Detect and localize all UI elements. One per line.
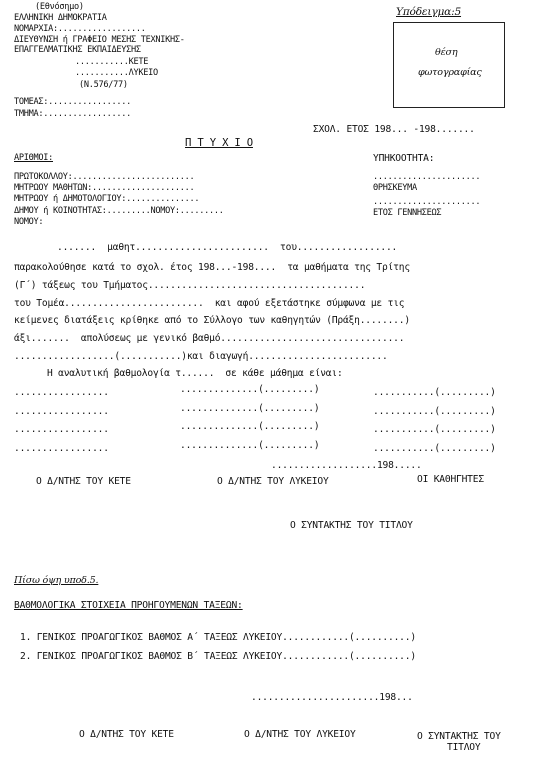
back-date-line: .......................198... xyxy=(251,692,413,703)
grade-row-2-col-3: ...........(.........) xyxy=(373,406,496,417)
header-line-4: ...........ΚΕΤΕ xyxy=(75,57,149,67)
back-signature-title-author-1: Ο ΣΥΝΤΑΚΤΗΣ ΤΟΥ xyxy=(417,731,501,742)
photo-label-1: θέση xyxy=(435,47,458,58)
back-signature-title-author-2: ΤΙΤΛΟΥ xyxy=(447,742,481,753)
back-signature-lyceum-director: Ο Δ/ΝΤΗΣ ΤΟΥ ΛΥΚΕΙΟΥ xyxy=(244,729,356,740)
student-register-field: ΜΗΤΡΩΟΥ ΜΑΘΗΤΩΝ:..................... xyxy=(14,183,195,193)
grade-row-4-col-1: ................. xyxy=(14,443,109,454)
signature-teachers: ΟΙ ΚΑΘΗΓΗΤΕΣ xyxy=(417,474,484,485)
model-label: Υπόδειγμα:5 xyxy=(396,6,462,18)
numbers-heading: ΑΡΙΘΜΟΙ: xyxy=(14,153,53,163)
grade-row-3-col-1: ................. xyxy=(14,424,109,435)
grade-row-3-col-3: ...........(.........) xyxy=(373,424,496,435)
school-year-field: ΣΧΟΛ. ΕΤΟΣ 198... -198....... xyxy=(313,124,475,135)
header-line-0: ΕΛΛΗΝΙΚΗ ΔΗΜΟΚΡΑΤΙΑ xyxy=(14,13,107,23)
prefecture-field: ΝΟΜΟΥ: xyxy=(14,217,44,227)
ethnosimo-label: (Εθνόσημο) xyxy=(35,2,84,12)
body-line-4: του Τομέα......................... και αφού εξετάστηκε σύμφωνα με τις xyxy=(14,298,405,309)
header-line-1: ΝΟΜΑΡΧΙΑ:.................. xyxy=(14,24,146,34)
signature-lyceum-director: Ο Δ/ΝΤΗΣ ΤΟΥ ΛΥΚΕΙΟΥ xyxy=(217,476,329,487)
municipal-register-field: ΜΗΤΡΩΟΥ ή ΔΗΜΟΤΟΛΟΓΙΟΥ:............... xyxy=(14,194,200,204)
birth-year-label: ΕΤΟΣ ΓΕΝΝΗΣΕΩΣ xyxy=(373,208,442,218)
body-line-2: παρακολούθησε κατά το σχολ. έτος 198...-198.... τα μαθήματα της Τρίτης xyxy=(14,262,410,273)
grade-row-1-col-2: ..............(.........) xyxy=(180,384,320,395)
grade-class-a: 1. ΓΕΝΙΚΟΣ ΠΡΟΑΓΩΓΙΚΟΣ ΒΑΘΜΟΣ Α΄ ΤΑΞΕΩΣ ΛΥΚΕΙΟΥ............(..........) xyxy=(20,632,416,643)
grade-row-2-col-2: ..............(.........) xyxy=(180,403,320,414)
religion-dots: ...................... xyxy=(373,197,481,207)
religion-label: ΘΡΗΣΚΕΥΜΑ xyxy=(373,183,417,193)
tmima-field: ΤΜΗΜΑ:.................. xyxy=(14,109,131,119)
law-reference: (Ν.576/77) xyxy=(79,80,128,90)
grade-row-1-col-1: ................. xyxy=(14,387,109,398)
grade-class-b: 2. ΓΕΝΙΚΟΣ ΠΡΟΑΓΩΓΙΚΟΣ ΒΑΘΜΟΣ Β΄ ΤΑΞΕΩΣ ΛΥΚΕΙΟΥ............(..........) xyxy=(20,651,416,662)
signature-title-author: Ο ΣΥΝΤΑΚΤΗΣ ΤΟΥ ΤΙΤΛΟΥ xyxy=(290,520,413,531)
citizenship-dots: ...................... xyxy=(373,172,481,182)
body-line-8: Η αναλυτική βαθμολογία τ...... σε κάθε μάθημα είναι: xyxy=(47,368,343,379)
document-title: Π Τ Υ Χ Ι Ο xyxy=(185,137,253,149)
body-line-6: άξι....... απολύσεως με γενικό βαθμό................................. xyxy=(14,333,405,344)
body-line-5: κείμενες διατάξεις κρίθηκε από το Σύλλογο των καθηγητών (Πράξη........) xyxy=(14,315,410,326)
back-side-heading: Πίσω όψη υποδ.5. xyxy=(14,575,99,586)
grade-row-2-col-1: ................. xyxy=(14,406,109,417)
photo-label-2: φωτογραφίας xyxy=(418,67,482,78)
header-line-5: ...........ΛΥΚΕΙΟ xyxy=(75,68,158,78)
grade-row-4-col-3: ...........(.........) xyxy=(373,443,496,454)
header-line-3: ΕΠΑΓΓΕΛΜΑΤΙΚΗΣ ΕΚΠΑΙΔΕΥΣΗΣ xyxy=(14,45,141,55)
grade-row-4-col-2: ..............(.........) xyxy=(180,440,320,451)
header-line-2: ΔΙΕΥΘΥΝΣΗ ή ΓΡΑΦΕΙΟ ΜΕΣΗΣ ΤΕΧΝΙΚΗΣ- xyxy=(14,35,185,45)
municipality-field: ΔΗΜΟΥ ή ΚΟΙΝΟΤΗΤΑΣ:.........ΝΟΜΟΥ:......... xyxy=(14,206,224,216)
back-signature-kete-director: Ο Δ/ΝΤΗΣ ΤΟΥ ΚΕΤΕ xyxy=(79,729,174,740)
signature-kete-director: Ο Δ/ΝΤΗΣ ΤΟΥ ΚΕΤΕ xyxy=(36,476,131,487)
previous-grades-heading: ΒΑΘΜΟΛΟΓΙΚΑ ΣΤΟΙΧΕΙΑ ΠΡΟΗΓΟΥΜΕΝΩΝ ΤΑΞΕΩΝ: xyxy=(14,600,243,611)
issue-date-line: ...................198..... xyxy=(271,460,422,471)
body-line-7: ..................(...........)και διαγωγή......................... xyxy=(14,351,388,362)
citizenship-label: ΥΠΗΚΟΟΤΗΤΑ: xyxy=(373,153,435,164)
photo-placeholder-box xyxy=(393,22,505,108)
grade-row-3-col-2: ..............(.........) xyxy=(180,421,320,432)
body-line-1: ....... μαθητ........................ του.................. xyxy=(57,242,398,253)
grade-row-1-col-3: ...........(.........) xyxy=(373,387,496,398)
body-line-3: (Γ΄) τάξεως του Τμήματος....................................... xyxy=(14,280,366,291)
protocol-number-field: ΠΡΩΤΟΚΟΛΛΟΥ:......................... xyxy=(14,172,195,182)
tomeas-field: ΤΟΜΕΑΣ:................. xyxy=(14,97,131,107)
